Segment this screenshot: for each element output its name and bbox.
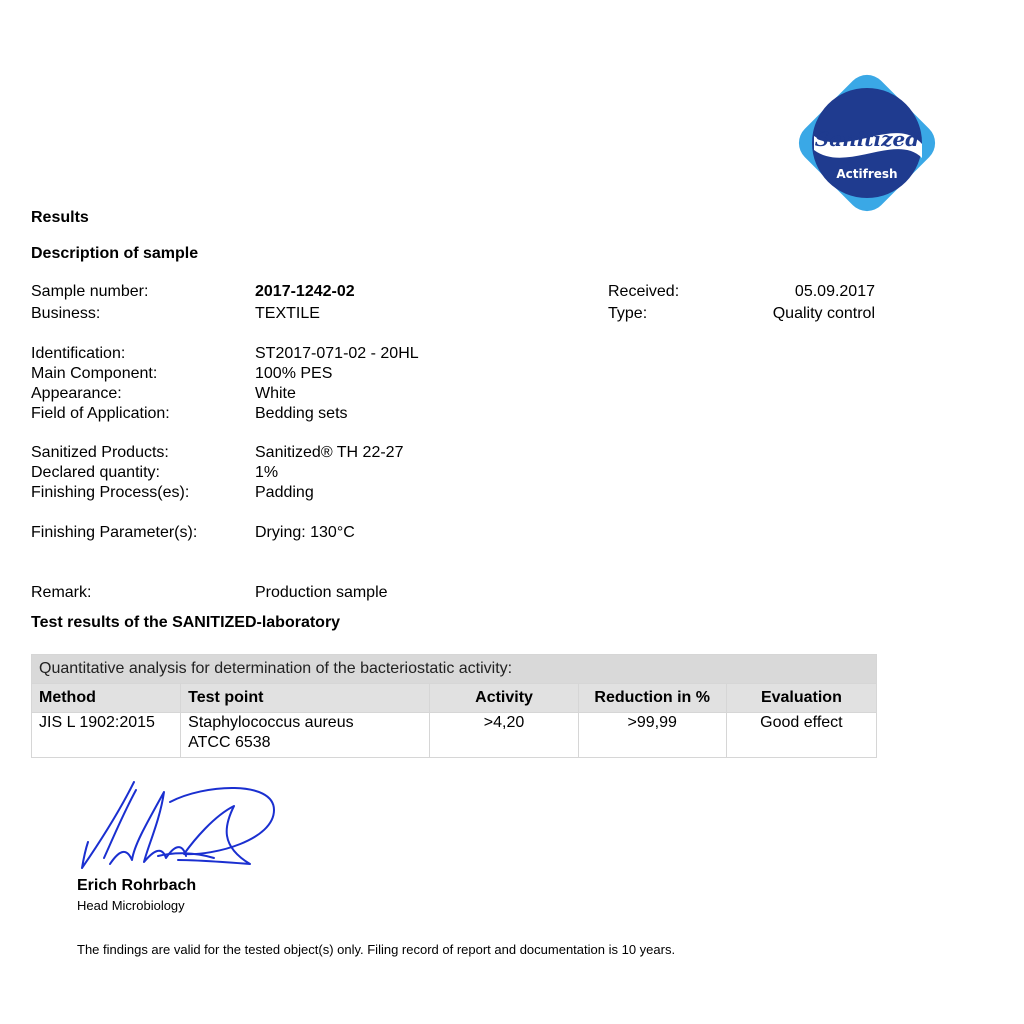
cell-activity: >4,20 <box>430 713 578 758</box>
column-header-reduction: Reduction in % <box>578 684 726 713</box>
table-caption-row <box>32 655 877 684</box>
sanitized-actifresh-logo <box>786 62 948 224</box>
logo-brand-text: Sanitized <box>814 127 920 151</box>
column-header-evaluation: Evaluation <box>726 684 876 713</box>
remark-value: Production sample <box>255 584 388 601</box>
type-label: Type: <box>608 305 648 322</box>
results-table <box>31 654 877 758</box>
field-of-application-label: Field of Application: <box>31 405 170 422</box>
main-component-value: 100% PES <box>255 365 333 382</box>
received-value: 05.09.2017 <box>794 283 875 300</box>
identification-label: Identification: <box>31 345 126 362</box>
cell-test-point <box>181 713 430 758</box>
field-of-application-value: Bedding sets <box>255 405 348 422</box>
column-header-test-point: Test point <box>181 684 430 713</box>
business-value: TEXTILE <box>255 305 320 322</box>
appearance-label: Appearance: <box>31 385 122 402</box>
sanitized-products-value: Sanitized® TH 22-27 <box>255 444 404 461</box>
description-heading: Description of sample <box>31 245 199 262</box>
test-results-heading: Test results of the SANITIZED-laboratory <box>31 614 341 631</box>
sanitized-products-label: Sanitized Products: <box>31 444 169 461</box>
table-caption: Quantitative analysis for determination of the bacteriostatic activity: <box>32 655 877 684</box>
results-heading: Results <box>31 209 89 226</box>
main-component-label: Main Component: <box>31 365 158 382</box>
cell-evaluation: Good effect <box>726 713 876 758</box>
signatory-role: Head Microbiology <box>77 898 185 913</box>
sample-number-label: Sample number: <box>31 283 149 300</box>
logo-sub-text: Actifresh <box>836 167 898 181</box>
table-row <box>32 713 877 758</box>
cell-test-point-strain: ATCC 6538 <box>188 734 271 751</box>
column-header-activity: Activity <box>430 684 578 713</box>
business-label: Business: <box>31 305 101 322</box>
identification-value: ST2017-071-02 - 20HL <box>255 345 419 362</box>
finishing-process-label: Finishing Process(es): <box>31 484 190 501</box>
declared-quantity-value: 1% <box>255 464 279 481</box>
signatory-name: Erich Rohrbach <box>77 877 197 894</box>
appearance-value: White <box>255 385 296 402</box>
sample-number-value: 2017-1242-02 <box>255 283 355 300</box>
cell-reduction: >99,99 <box>578 713 726 758</box>
finishing-process-value: Padding <box>255 484 314 501</box>
column-header-method: Method <box>32 684 181 713</box>
handwritten-signature <box>74 776 284 876</box>
footer-note: The findings are valid for the tested object(s) only. Filing record of report and documentation is 10 years. <box>77 942 676 957</box>
finishing-parameters-label: Finishing Parameter(s): <box>31 524 198 541</box>
table-header-row <box>32 684 877 713</box>
cell-method: JIS L 1902:2015 <box>32 713 181 758</box>
declared-quantity-label: Declared quantity: <box>31 464 160 481</box>
received-label: Received: <box>608 283 680 300</box>
remark-label: Remark: <box>31 584 92 601</box>
cell-test-point-organism: Staphylococcus aureus <box>188 714 354 731</box>
type-value: Quality control <box>772 305 875 322</box>
finishing-parameters-value: Drying: 130°C <box>255 524 355 541</box>
